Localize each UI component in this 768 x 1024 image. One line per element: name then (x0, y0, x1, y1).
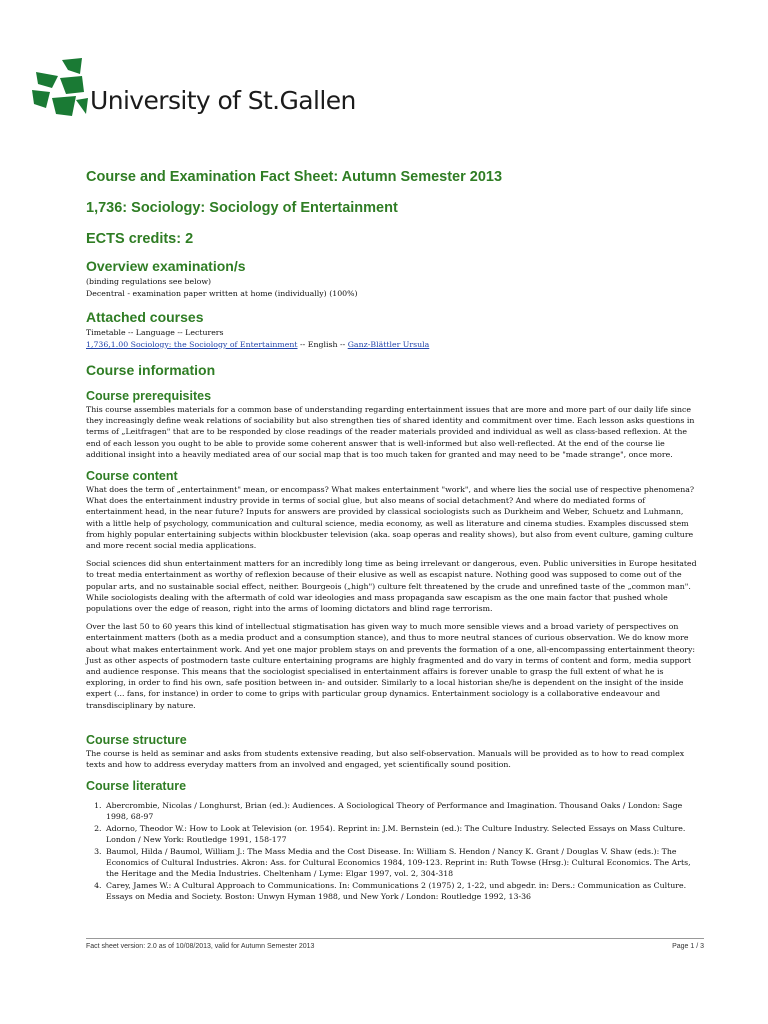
attached-course-row (86, 340, 700, 350)
language-text: -- English -- (297, 340, 348, 349)
course-title: 1,736: Sociology: Sociology of Entertainment (86, 200, 398, 216)
prerequisites-heading: Course prerequisites (86, 389, 212, 403)
footer-version: Fact sheet version: 2.0 as of 10/08/2013, valid for Autumn Semester 2013 (86, 943, 315, 950)
hsg-logo-icon (32, 58, 88, 120)
overview-heading: Overview examination/s (86, 258, 246, 274)
course-link[interactable]: 1,736,1.00 Sociology: the Sociology of Entertainment (86, 340, 298, 349)
prerequisites-text: This course assembles materials for a common base of understanding regarding entertainment issues that are more and more part of our daily life since they increasingly define weak relations of sociability but also strengthen ties of shared identity and commitment over time. Each lesson asks questions in terms of „Leitfragen" that are to be responded by close readings of the reader materials provided and individual as well as class-based reflexion. At the end of each lesson you ought to be able to provide some coherent answer that is well-informed but also well-reflected. At the end of the course lie additional insight into a heavily mediated area of our social map that is too much taken for granted and may need to be "made strange", once more. (86, 405, 695, 459)
attached-courses-heading: Attached courses (86, 309, 204, 325)
overview-line: Decentral - examination paper written at home (individually) (100%) (86, 289, 358, 298)
literature-item: 2. Adorno, Theodor W.: How to Look at Television (or. 1954). Reprint in: J.M. Bernstein (ed.): The Culture Industry. Selected Essays on Mass Culture. London / New York: Routledge 1991, 158-177 (104, 823, 700, 845)
structure-heading: Course structure (86, 732, 187, 747)
content-paragraph-1: What does the term of „entertainment" mean, or encompass? What makes entertainment "work", and where lies the social use of respective phenomena? What does the entertainment industry provide in terms of social glue, but also means of social detachment? And where do mediated forms of entertainment head, in the near future? Inputs for answers are provided by classical sociologists such as Durkheim and Weber, Schuetz and Luhmann, with a little help of psychology, communication and cultural science, media economy, as well as literature and cinema studies. Examples discussed stem from highly popular entertaining subjects within blockbuster television (aka. soap operas and reality shows), but also from event culture, gaming culture and more recent social media applications. (86, 485, 695, 551)
fact-sheet-body (86, 168, 700, 903)
attached-columns: Timetable -- Language -- Lecturers (86, 328, 224, 337)
content-paragraph-3: Over the last 50 to 60 years this kind of intellectual stigmatisation has given way to much more sensible views and a broad variety of perspectives on entertainment matters (both as a media product and a consumption stance), and thus to more neutral stances of curious observation. We do know more about what makes entertainment work. And yet one major problem stays on and prevents the formation of a one, all-encompassing entertainment theory: Just as other aspects of postmodern taste culture entertaining programs are highly fragmented and do vary in terms of content and form, media support and audience response. This means that the sociologist specialised in entertainment affairs is forever unable to grasp the full extent of what he is exploring, in order to find his own, safe position between in- and outsider. Similarly to a local historian she/he is dependent on the insight of the inside expert (... fans, for instance) in order to come to grips with particular group dynamics. Entertainment sociology is a collaborative endeavour and transdisciplinary by nature. (86, 622, 696, 710)
content-paragraph-2: Social sciences did shun entertainment matters for an incredibly long time as being irrelevant or dangerous, even. Public universities in Europe hesitated to treat media entertainment as worthy of reflexion because of their elusive as well as escapist nature. Nothing good was supposed to come out of the popular arts, and no sustainable social effect, neither. Bourgeois („high") culture felt threatened by the crude and unrefined taste of the „common man". While sociologists dealing with the aftermath of cold war ideologies and mass propaganda saw escapism as the one main factor that pushed whole populations over the edge of reason, right into the arms of looming dictators and blind rage terrorism. (86, 559, 697, 614)
structure-text: The course is held as seminar and asks from students extensive reading, but also self-observation. Manuals will be provided as to how to read complex texts and how to address everyday matters from an involved and engaged, yet scientifically sound position. (86, 748, 685, 770)
page-number: Page 1 / 3 (672, 943, 704, 950)
literature-item: 3. Baumol, Hilda / Baumol, William J.: The Mass Media and the Cost Disease. In: William S. Hendon / Nancy K. Grant / Douglas V. Shaw (eds.): The Economics of Cultural Industries. Akron: Ass. for Cultural Economics 1984, 109-123. Reprint in: Ruth Towse (Hrsg.): Cultural Economics. The Arts, the Heritage and the Media Industries. Cheltenham / Lyme: Elgar 1997, vol. 2, 304-318 (104, 846, 700, 879)
literature-list (86, 800, 700, 902)
literature-heading: Course literature (86, 779, 187, 794)
overview-note: (binding regulations see below) (86, 277, 212, 286)
university-wordmark: University of St.Gallen (90, 86, 356, 115)
page-footer (86, 938, 704, 950)
lecturer-link[interactable]: Ganz-Blättler Ursula (347, 340, 430, 349)
course-info-heading: Course information (86, 362, 216, 378)
ects-credits: ECTS credits: 2 (86, 231, 194, 247)
literature-item: 1. Abercrombie, Nicolas / Longhurst, Brian (ed.): Audiences. A Sociological Theory of Performance and Imagination. Thousand Oaks / London: Sage 1998, 68-97 (104, 800, 700, 822)
document-title: Course and Examination Fact Sheet: Autumn Semester 2013 (86, 169, 503, 185)
literature-item: 4. Carey, James W.: A Cultural Approach to Communications. In: Communications 2 (1975) 2, 1-22, und abgedr. in: Ders.: Communication as Culture. Essays on Media and Society. Boston: Unwyn Hyman 1988, und New York / London: Routledge 1992, 13-36 (104, 880, 700, 902)
content-heading: Course content (86, 469, 178, 484)
university-logo (32, 58, 356, 128)
